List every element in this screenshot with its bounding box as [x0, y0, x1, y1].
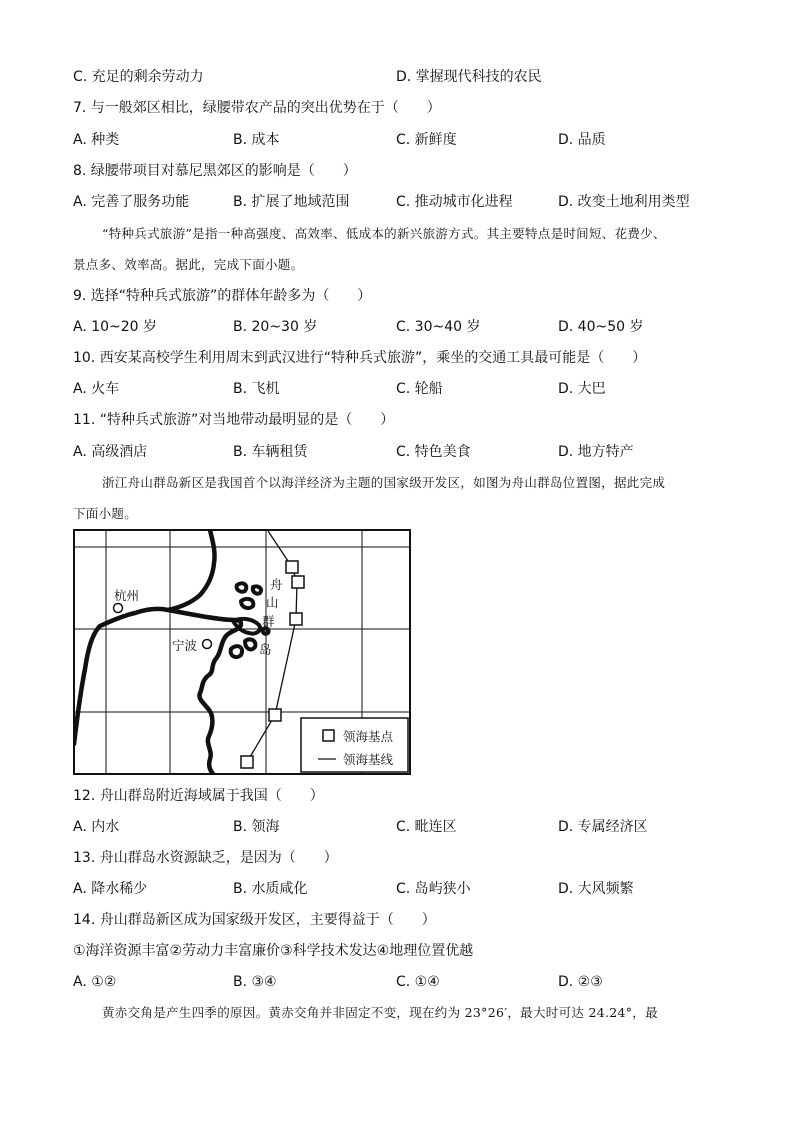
answer-option: C. 特色美食 [396, 444, 471, 460]
answer-option: A. 降水稀少 [73, 881, 148, 897]
answer-option: D. 大巴 [558, 381, 606, 397]
answer-option: B. 扩展了地域范围 [233, 194, 350, 210]
answer-option: C. 新鲜度 [396, 132, 457, 148]
question-text: 12. 舟山群岛附近海域属于我国（ ） [73, 788, 324, 804]
legend-basepoint-label: 领海基点 [343, 729, 394, 744]
answer-option: B. ③④ [233, 974, 277, 990]
answer-option: C. 岛屿狭小 [396, 881, 471, 897]
answer-option: C. 推动城市化进程 [396, 194, 513, 210]
question-text: ①海洋资源丰富②劳动力丰富廉价③科学技术发达④地理位置优越 [73, 943, 474, 959]
answer-option: A. 10~20 岁 [73, 319, 158, 335]
hangzhou-marker [114, 604, 123, 613]
archipelago-label-1: 舟 [270, 577, 283, 592]
passage-text: 浙江舟山群岛新区是我国首个以海洋经济为主题的国家级开发区，如图为舟山群岛位置图，据此完成 [102, 475, 666, 490]
zhoushan-location-map [73, 529, 411, 775]
answer-option: D. 改变土地利用类型 [558, 194, 690, 210]
answer-option: B. 领海 [233, 819, 280, 835]
answer-option: D. 品质 [558, 132, 606, 148]
answer-option: B. 飞机 [233, 381, 280, 397]
question-text: 14. 舟山群岛新区成为国家级开发区，主要得益于（ ） [73, 912, 436, 928]
question-text: 10. 西安某高校学生利用周末到武汉进行“特种兵式旅游”，乘坐的交通工具最可能是（ ） [73, 350, 647, 366]
question-text: 8. 绿腰带项目对慕尼黑郊区的影响是（ ） [73, 163, 357, 179]
answer-option: D. ②③ [558, 974, 603, 990]
answer-option: C. 30~40 岁 [396, 319, 481, 335]
archipelago-label-2: 山 [266, 595, 279, 610]
answer-option: C. 毗连区 [396, 819, 457, 835]
answer-option: B. 水质咸化 [233, 881, 308, 897]
legend-baseline-label: 领海基线 [343, 752, 394, 767]
passage-text: “特种兵式旅游”是指一种高强度、高效率、低成本的新兴旅游方式。其主要特点是时间短、花费少、 [102, 226, 666, 241]
answer-option: D. 掌握现代科技的农民 [396, 69, 542, 85]
answer-option: D. 40~50 岁 [558, 319, 644, 335]
map-legend [301, 718, 408, 772]
answer-option: C. 充足的剩余劳动力 [73, 69, 204, 85]
legend-basepoint-symbol [323, 730, 334, 741]
answer-option: A. 火车 [73, 381, 120, 397]
answer-option: A. 内水 [73, 819, 120, 835]
passage-text: 黄赤交角是产生四季的原因。黄赤交角并非固定不变，现在约为 23°26′，最大时可达 24.24°，最 [102, 1005, 658, 1020]
answer-option: C. ①④ [396, 974, 440, 990]
question-text: 7. 与一般郊区相比，绿腰带农产品的突出优势在于（ ） [73, 100, 441, 116]
ningbo-label: 宁波 [172, 638, 198, 653]
passage-text: 景点多、效率高。据此，完成下面小题。 [73, 257, 304, 272]
answer-option: B. 成本 [233, 132, 280, 148]
answer-option: A. 高级酒店 [73, 444, 148, 460]
question-text: 13. 舟山群岛水资源缺乏，是因为（ ） [73, 850, 338, 866]
answer-option: A. 种类 [73, 132, 120, 148]
ningbo-marker [203, 640, 212, 649]
answer-option: C. 轮船 [396, 381, 443, 397]
archipelago-label-3: 群 [262, 614, 275, 629]
question-text: 9. 选择“特种兵式旅游”的群体年龄多为（ ） [73, 288, 372, 304]
answer-option: D. 专属经济区 [558, 819, 648, 835]
hangzhou-label: 杭州 [114, 588, 140, 603]
answer-option: A. 完善了服务功能 [73, 194, 190, 210]
answer-option: A. ①② [73, 974, 117, 990]
answer-option: B. 车辆租赁 [233, 444, 308, 460]
answer-option: B. 20~30 岁 [233, 319, 318, 335]
answer-option: D. 大风频繁 [558, 881, 634, 897]
question-text: 11. “特种兵式旅游”对当地带动最明显的是（ ） [73, 412, 395, 428]
archipelago-label-4: 岛 [259, 642, 272, 657]
answer-option: D. 地方特产 [558, 444, 634, 460]
passage-text: 下面小题。 [73, 506, 138, 521]
